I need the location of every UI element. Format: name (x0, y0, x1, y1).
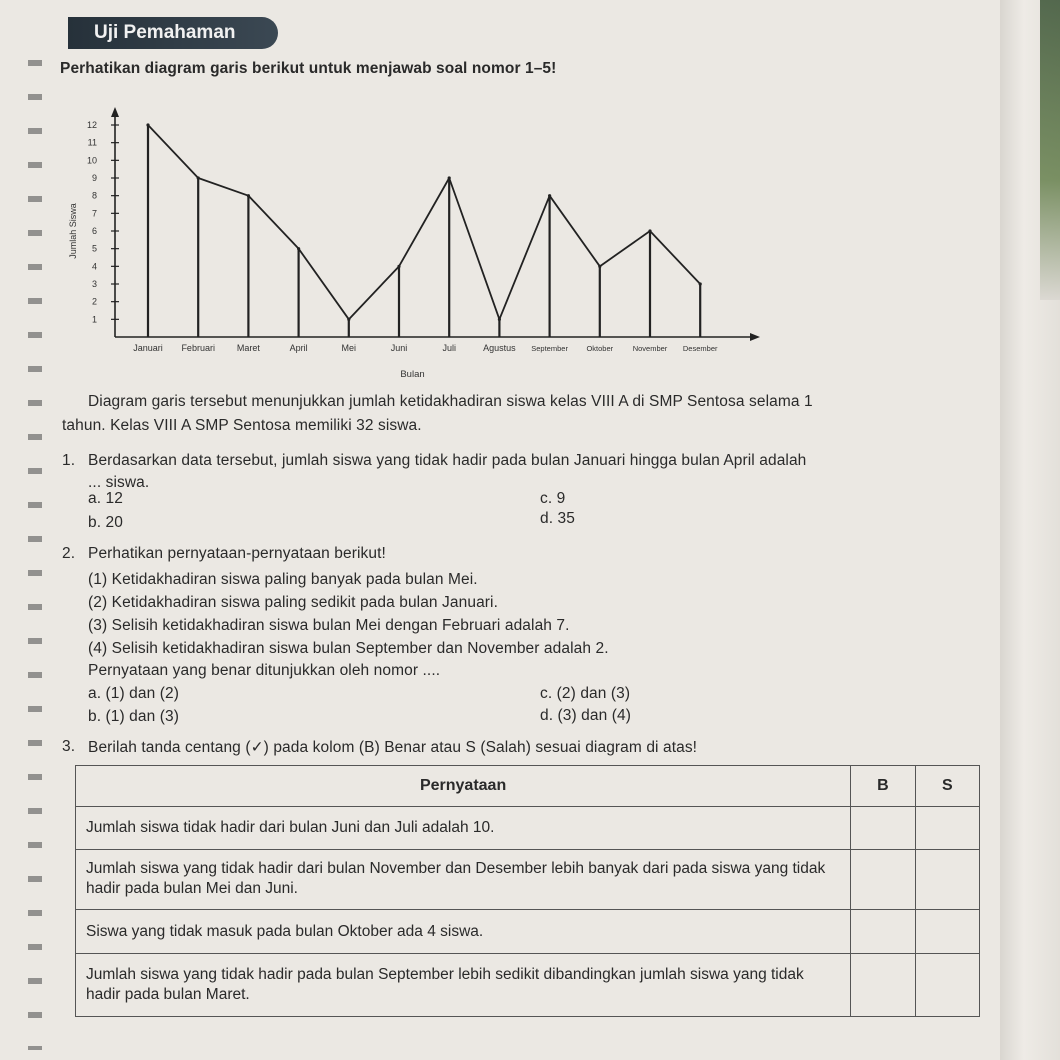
header-statement: Pernyataan (76, 766, 851, 807)
question-2-number: 2. (62, 545, 76, 562)
y-tick-label: 6 (91, 226, 97, 236)
data-point (247, 194, 250, 197)
y-axis-arrow (111, 107, 119, 117)
benar-checkbox-cell[interactable] (851, 849, 915, 909)
data-point (347, 318, 350, 321)
salah-checkbox-cell[interactable] (915, 849, 979, 909)
data-point (146, 123, 149, 126)
statement-cell: Jumlah siswa yang tidak hadir pada bulan September lebih sedikit dibandingkan jumlah siswa yang tidak hadir pada bulan Maret. (76, 954, 851, 1017)
x-tick-label: November (632, 344, 668, 353)
y-tick-label: 1 (91, 314, 97, 325)
table-row (76, 910, 980, 954)
y-tick-label: 8 (91, 190, 97, 201)
x-tick-label: Maret (236, 343, 260, 353)
statement-cell: Siswa yang tidak masuk pada bulan Oktober ada 4 siswa. (76, 910, 851, 954)
question-2-prompt: Pernyataan yang benar ditunjukkan oleh nomor .... (88, 662, 441, 679)
benar-checkbox-cell[interactable] (851, 807, 915, 849)
data-point (548, 194, 551, 197)
statement-2: (2) Ketidakhadiran siswa paling sedikit pada bulan Januari. (88, 594, 499, 611)
x-tick-label: Oktober (586, 344, 614, 353)
q1-option-d[interactable]: d. 35 (540, 510, 575, 527)
x-tick-label: September (531, 344, 568, 353)
spiral-binding (28, 60, 42, 1050)
data-point (197, 176, 200, 179)
data-point (699, 282, 702, 285)
salah-checkbox-cell[interactable] (915, 954, 979, 1017)
question-3-number: 3. (62, 738, 76, 755)
x-tick-label: Juni (390, 343, 408, 353)
x-tick-label: Januari (133, 343, 163, 353)
y-tick-label: 12 (86, 120, 97, 130)
y-tick-label: 10 (86, 155, 97, 166)
q2-option-a[interactable]: a. (1) dan (2) (88, 685, 179, 702)
x-tick-label: Mei (341, 343, 357, 353)
question-1-text-cont: ... siswa. (88, 474, 150, 491)
data-point (598, 265, 601, 268)
table-row (76, 849, 980, 909)
section-title: Uji Pemahaman (68, 17, 278, 49)
statement-4: (4) Selisih ketidakhadiran siswa bulan September dan November adalah 2. (88, 640, 609, 657)
benar-checkbox-cell[interactable] (851, 910, 915, 954)
instruction-text: Perhatikan diagram garis berikut untuk menjawab soal nomor 1–5! (60, 60, 557, 77)
header-benar: B (851, 766, 915, 807)
background-edge (1040, 0, 1060, 300)
data-point (498, 318, 501, 321)
x-axis-label: Bulan (400, 369, 425, 380)
y-tick-label: 3 (91, 279, 97, 289)
question-1-text: Berdasarkan data tersebut, jumlah siswa yang tidak hadir pada bulan Januari hingga bulan April adalah (88, 452, 807, 469)
statement-cell: Jumlah siswa tidak hadir dari bulan Juni dan Juli adalah 10. (76, 807, 851, 849)
x-axis-arrow (750, 333, 760, 341)
description-line-2: tahun. Kelas VIII A SMP Sentosa memiliki 32 siswa. (62, 417, 422, 434)
data-point (297, 247, 300, 250)
question-2-intro: Perhatikan pernyataan-pernyataan berikut! (88, 545, 386, 562)
table-row (76, 807, 980, 849)
x-tick-label: Desember (682, 344, 718, 353)
data-series-line (148, 125, 700, 319)
statement-cell: Jumlah siswa yang tidak hadir dari bulan November dan Desember lebih banyak dari pada siswa yang tidak hadir pada bulan Mei dan Juni. (76, 849, 851, 909)
x-tick-label: Februari (181, 343, 215, 353)
x-tick-label: April (289, 343, 308, 353)
description-line-1: Diagram garis tersebut menunjukkan jumlah ketidakhadiran siswa kelas VIII A di SMP Sentosa selama 1 (88, 393, 813, 410)
statement-1: (1) Ketidakhadiran siswa paling banyak pada bulan Mei. (88, 571, 478, 588)
table-row (76, 954, 980, 1017)
x-tick-label: Agustus (483, 343, 516, 353)
question-3-text: Berilah tanda centang (✓) pada kolom (B) Benar atau S (Salah) sesuai diagram di atas! (88, 739, 698, 756)
y-axis-label: Jumlah Siswa (68, 203, 78, 259)
q1-option-a[interactable]: a. 12 (88, 490, 123, 507)
y-tick-label: 7 (91, 208, 97, 219)
true-false-table (75, 765, 980, 1017)
q1-option-b[interactable]: b. 20 (88, 514, 123, 531)
benar-checkbox-cell[interactable] (851, 954, 915, 1017)
y-tick-label: 11 (87, 137, 97, 148)
y-tick-label: 9 (91, 173, 97, 183)
q1-option-c[interactable]: c. 9 (540, 490, 566, 507)
salah-checkbox-cell[interactable] (915, 807, 979, 849)
table-header-row (76, 766, 980, 807)
x-tick-label: Juli (442, 343, 456, 353)
salah-checkbox-cell[interactable] (915, 910, 979, 954)
q2-option-c[interactable]: c. (2) dan (3) (540, 685, 631, 702)
data-point (448, 176, 451, 179)
y-tick-label: 2 (91, 296, 97, 307)
data-point (648, 229, 651, 232)
line-chart (50, 95, 770, 385)
statement-3: (3) Selisih ketidakhadiran siswa bulan Mei dengan Februari adalah 7. (88, 617, 570, 634)
header-salah: S (915, 766, 979, 807)
question-1-number: 1. (62, 452, 76, 469)
y-tick-label: 5 (91, 243, 97, 254)
data-point (397, 265, 400, 268)
y-tick-label: 4 (91, 261, 97, 272)
q2-option-d[interactable]: d. (3) dan (4) (540, 707, 631, 724)
q2-option-b[interactable]: b. (1) dan (3) (88, 708, 179, 725)
